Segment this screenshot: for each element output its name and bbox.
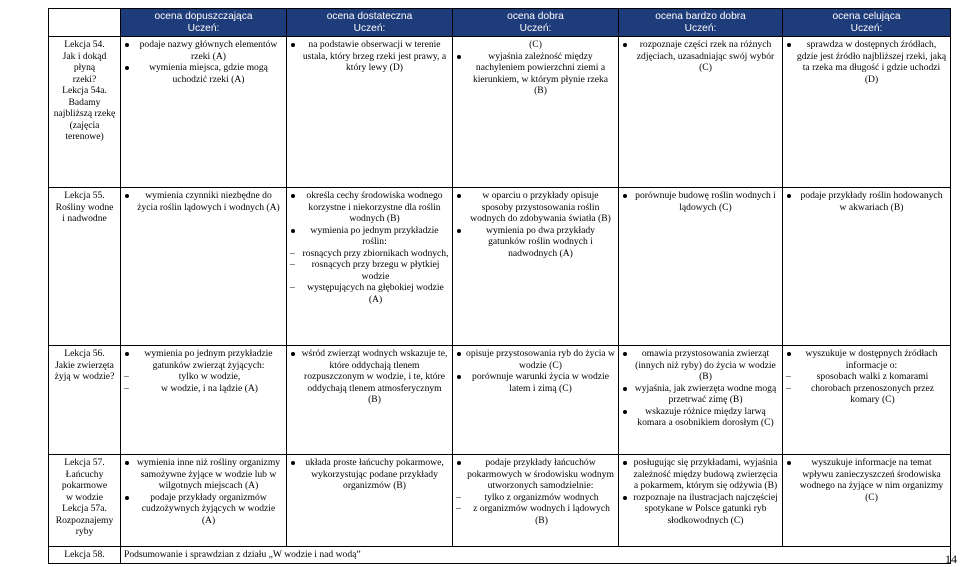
criterion-item: porównuje warunki życia w wodzie latem i zimą (C) bbox=[466, 371, 615, 394]
criteria-cell bbox=[287, 455, 453, 547]
lesson-line: Rozpoznajemy bbox=[55, 514, 114, 526]
criterion-item: wymienia czynniki niezbędne do życia roślin lądowych i wodnych (A) bbox=[134, 190, 283, 213]
criterion-item: określa cechy środowiska wodnego korzystne i niekorzystne dla roślin wodnych (B) bbox=[300, 190, 449, 225]
criterion-item: opisuje przystosowania ryb do życia w wodzie (C) bbox=[466, 348, 615, 371]
criterion-subitem: – sposobach walki z komarami bbox=[786, 371, 947, 383]
criterion-subitem: – rosnących przy brzegu w płytkiej wodzie bbox=[290, 259, 449, 282]
table-row bbox=[49, 547, 951, 564]
criterion-item: w oparciu o przykłady opisuje sposoby przystosowania roślin wodnych do zdobywania światła (B) bbox=[466, 190, 615, 225]
lesson-line: Lekcja 57. bbox=[64, 457, 105, 469]
header-dobra bbox=[453, 9, 619, 37]
criterion-continuation: (C) bbox=[529, 39, 542, 51]
criteria-cell bbox=[287, 346, 453, 455]
criterion-item: rozpoznaje części rzek na różnych zdjęciach, uzasadniając swój wybór (C) bbox=[632, 39, 779, 74]
criteria-cell bbox=[619, 455, 783, 547]
criterion-item: wyjaśnia zależność między nachyleniem powierzchni ziemi a kierunkiem, w którym płynie rzeka (B) bbox=[466, 51, 615, 97]
lesson-cell bbox=[49, 547, 121, 564]
criterion-subitem: – w wodzie, i na lądzie (A) bbox=[124, 383, 283, 395]
criterion-item: wśród zwierząt wodnych wskazuje te, które oddychają tlenem rozpuszczonym w wodzie, i te, które oddychają tlenem atmosferycznym (B) bbox=[301, 348, 448, 406]
criteria-cell bbox=[619, 188, 783, 346]
table-row bbox=[49, 188, 951, 346]
criterion-item: podaje przykłady roślin hodowanych w akwariach (B) bbox=[796, 190, 947, 213]
criterion-item: wyszukuje w dostępnych źródłach informacje o: bbox=[796, 348, 947, 371]
header-title: ocena dobra bbox=[507, 11, 564, 22]
header-dopuszczajaca bbox=[121, 9, 287, 37]
lesson-cell bbox=[49, 455, 121, 547]
criterion-subitem: – chorobach przenoszonych przez komary (C) bbox=[786, 383, 947, 406]
criterion-subitem: – występujących na głębokiej wodzie (A) bbox=[290, 282, 449, 305]
header-title: ocena bardzo dobra bbox=[655, 11, 746, 22]
grading-criteria-table bbox=[48, 8, 951, 564]
summary-cell bbox=[121, 547, 951, 564]
header-celujaca bbox=[783, 9, 951, 37]
page-number: 14 bbox=[945, 552, 957, 566]
header-lesson-cell bbox=[49, 9, 121, 37]
lesson-cell bbox=[49, 37, 121, 188]
criterion-item: wymienia po dwa przykłady gatunków roślin wodnych i nadwodnych (A) bbox=[466, 225, 615, 260]
header-title: ocena dostateczna bbox=[326, 11, 413, 22]
lesson-line: w wodzie bbox=[65, 491, 104, 503]
header-sub: Uczeń: bbox=[187, 22, 220, 34]
criteria-cell bbox=[453, 37, 619, 188]
criterion-subitem: – tylko w wodzie, bbox=[124, 371, 283, 383]
criterion-item: wymienia po jednym przykładzie gatunków zwierząt żyjących: bbox=[134, 348, 283, 371]
criterion-item: rozpoznaje na ilustracjach najczęściej spotykane w Polsce gatunki ryb słodkowodnych (C) bbox=[633, 491, 778, 526]
criterion-item: wyjaśnia, jak zwierzęta wodne mogą przetrwać zimę (B) bbox=[632, 383, 779, 406]
lesson-line: Jakie zwierzęta bbox=[55, 359, 114, 371]
lesson-line: najbliższą rzekę bbox=[53, 108, 116, 120]
criteria-cell bbox=[783, 188, 951, 346]
criteria-cell bbox=[453, 188, 619, 346]
lesson-line: Rośliny wodne bbox=[55, 201, 114, 213]
summary-text: Podsumowanie i sprawdzian z działu „W wodzie i nad wodą” bbox=[124, 549, 361, 561]
criteria-cell bbox=[121, 455, 287, 547]
criteria-cell bbox=[783, 346, 951, 455]
lesson-line: (zajęcia bbox=[69, 119, 100, 131]
lesson-cell bbox=[49, 188, 121, 346]
criterion-item: wyszukuje informacje na temat wpływu zanieczyszczeń środowiska wodnego na żyjące w nim organizmy (C) bbox=[796, 457, 947, 503]
lesson-line: Lekcja 57a. bbox=[62, 503, 107, 515]
table-row bbox=[49, 37, 951, 188]
lesson-cell bbox=[49, 346, 121, 455]
lesson-line: i nadwodne bbox=[62, 213, 107, 225]
lesson-line: Łańcuchy bbox=[65, 468, 104, 480]
lesson-line: terenowe) bbox=[65, 131, 104, 143]
criteria-cell bbox=[287, 37, 453, 188]
header-dostateczna bbox=[287, 9, 453, 37]
header-sub: Uczeń: bbox=[684, 22, 717, 34]
header-row bbox=[49, 9, 951, 37]
lesson-line: ryby bbox=[75, 526, 94, 538]
lesson-line: Lekcja 54a. bbox=[62, 85, 107, 97]
criteria-cell bbox=[121, 188, 287, 346]
criterion-item: podaje przykłady łańcuchów pokarmowych w środowisku wodnym utworzonych samodzielnie: bbox=[467, 457, 614, 492]
criteria-cell bbox=[453, 346, 619, 455]
criteria-cell bbox=[287, 188, 453, 346]
criterion-subitem: – z organizmów wodnych i lądowych (B) bbox=[456, 503, 615, 526]
table-row bbox=[49, 346, 951, 455]
criterion-subitem: – tylko z organizmów wodnych bbox=[456, 492, 615, 504]
criteria-cell bbox=[619, 346, 783, 455]
lesson-line: Lekcja 54. bbox=[64, 39, 105, 51]
header-sub: Uczeń: bbox=[519, 22, 552, 34]
criterion-item: na podstawie obserwacji w terenie ustala, który brzeg rzeki jest prawy, a który lewy (D) bbox=[300, 39, 449, 74]
criteria-cell bbox=[783, 455, 951, 547]
criteria-cell bbox=[121, 37, 287, 188]
criterion-item: podaje przykłady organizmów cudzożywnych żyjących w wodzie (A) bbox=[134, 492, 283, 527]
criteria-cell bbox=[783, 37, 951, 188]
lesson-line: Badamy bbox=[68, 96, 101, 108]
criterion-item: posługując się przykładami, wyjaśnia zależność między budową zwierzęcia a pokarmem, którym się odżywia (B) bbox=[633, 457, 778, 492]
lesson-line: rzeki? bbox=[72, 73, 97, 85]
criterion-item: omawia przystosowania zwierząt (innych niż ryby) do życia w wodzie (B) bbox=[632, 348, 779, 383]
criteria-cell bbox=[453, 455, 619, 547]
criterion-item: podaje nazwy głównych elementów rzeki (A) bbox=[134, 39, 283, 62]
criterion-item: wymienia miejsca, gdzie mogą uchodzić rzeki (A) bbox=[134, 62, 283, 85]
criterion-item: wymienia inne niż rośliny organizmy samożywne żyjące w wodzie lub w wilgotnych miejscach (A) bbox=[134, 457, 283, 492]
header-title: ocena dopuszczająca bbox=[154, 11, 253, 22]
lesson-line: Jak i dokąd płyną bbox=[62, 50, 107, 74]
criterion-item: wymienia po jednym przykładzie roślin: bbox=[300, 225, 449, 248]
criterion-item: układa proste łańcuchy pokarmowe, wykorzystując podane przykłady organizmów (B) bbox=[300, 457, 449, 492]
header-title: ocena celująca bbox=[832, 11, 901, 22]
lesson-line: żyją w wodzie? bbox=[54, 371, 115, 383]
lesson-line: Lekcja 58. bbox=[64, 549, 105, 561]
header-sub: Uczeń: bbox=[353, 22, 386, 34]
criterion-item: wskazuje różnice między larwą komara a osobnikiem dorosłym (C) bbox=[632, 406, 779, 429]
criteria-cell bbox=[619, 37, 783, 188]
header-bardzo-dobra bbox=[619, 9, 783, 37]
lesson-line: Lekcja 56. bbox=[64, 348, 105, 360]
table-row bbox=[49, 455, 951, 547]
criteria-cell bbox=[121, 346, 287, 455]
criterion-item: porównuje budowę roślin wodnych i lądowych (C) bbox=[632, 190, 779, 213]
criterion-subitem: – rosnących przy zbiornikach wodnych, bbox=[290, 248, 449, 260]
criterion-item: sprawdza w dostępnych źródłach, gdzie jest źródło najbliższej rzeki, jaką ta rzeka ma długość i gdzie uchodzi (D) bbox=[796, 39, 947, 85]
lesson-line: Lekcja 55. bbox=[64, 190, 105, 202]
lesson-line: pokarmowe bbox=[61, 480, 108, 492]
header-sub: Uczeń: bbox=[850, 22, 883, 34]
